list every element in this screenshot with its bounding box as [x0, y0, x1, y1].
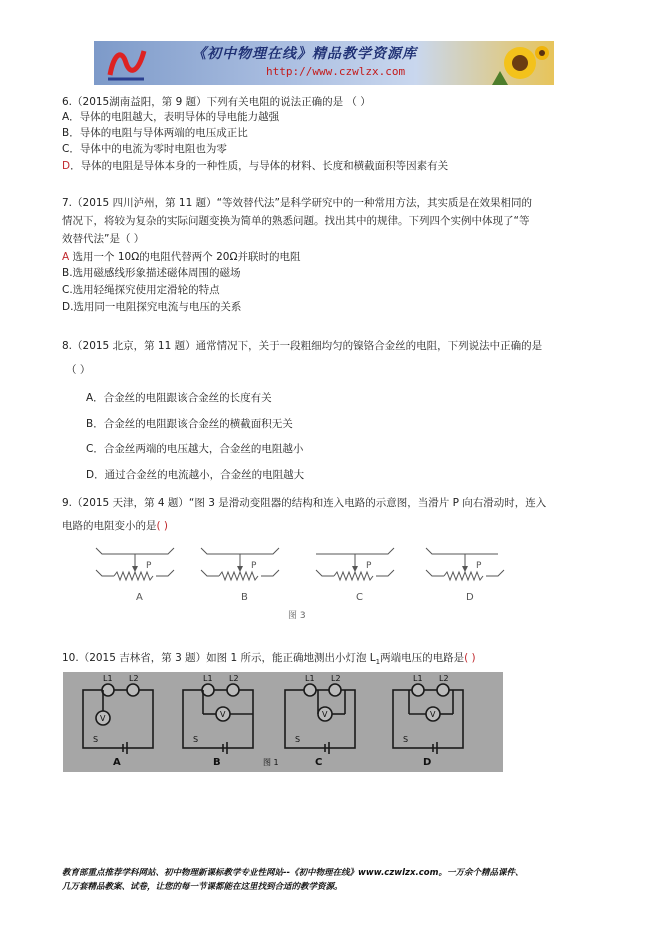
q10-circuit-figure	[63, 672, 503, 772]
q9-label-d: D	[466, 592, 474, 603]
header-banner	[94, 41, 554, 85]
lamp-l1-label-a: L1	[103, 674, 113, 683]
q9-rheostat-figure	[88, 540, 508, 622]
q10-stem-text: 10.（2015 吉林省，第 3 题）如图 1 所示，能正确地测出小灯泡 L	[62, 652, 376, 664]
lamp-l2-label-b: L2	[229, 674, 239, 683]
lamp-l2-label-d: L2	[439, 674, 449, 683]
q7-option-d: D.选用同一电阻探究电流与电压的关系	[62, 301, 242, 313]
rheostat-a	[96, 548, 174, 580]
switch-label-a: S	[93, 735, 99, 744]
q9-figure-caption: 图 3	[288, 611, 306, 621]
rheostat-c	[316, 548, 394, 580]
q6-option-d: D．导体的电阻是导体本身的一种性质，与导体的材料、长度和横截面积等因素有关	[62, 160, 449, 172]
footer-line1: 教育部重点推荐学科网站、初中物理新课标教学专业性网站--《初中物理在线》www.czwlzx.com。一万余个精品课件、	[62, 868, 524, 878]
q7-option-a: A 选用一个 10Ω的电阻代替两个 20Ω并联时的电阻	[62, 251, 301, 263]
q7-option-b: B.选用磁感线形象描述磁体周围的磁场	[62, 267, 241, 279]
banner-url[interactable]: http://www.czwlzx.com	[266, 65, 406, 78]
q9-answer-paren: ( )	[156, 520, 169, 532]
q10-circuit-photo	[63, 672, 503, 772]
voltmeter-label-b: V	[220, 710, 226, 719]
q10-label-a: A	[113, 757, 121, 768]
q10-answer-paren: ( )	[464, 652, 476, 664]
q8-stem-line1: 8.（2015 北京，第 11 题）通常情况下，关于一段粗细均匀的镍铬合金丝的电阻，下列说法中正确的是	[62, 340, 543, 352]
slider-label-d: P	[476, 561, 482, 571]
q6-option-a: A．导体的电阻越大，表明导体的导电能力越强	[62, 111, 280, 123]
slider-label-b: P	[251, 561, 257, 571]
q8-option-d: D．通过合金丝的电流越小，合金丝的电阻越大	[86, 469, 305, 481]
slider-label-c: P	[366, 561, 372, 571]
site-logo-icon	[104, 45, 148, 81]
q9-label-b: B	[241, 592, 248, 603]
q8-option-c: C．合金丝两端的电压越大，合金丝的电阻越小	[86, 443, 304, 455]
q6-stem: 6.（2015湖南益阳，第 9 题）下列有关电阻的说法正确的是 （ ）	[62, 96, 371, 108]
lamp-l1-label-d: L1	[413, 674, 423, 683]
voltmeter-label-d: V	[430, 710, 436, 719]
footer-line2: 几万套精品教案、试卷，让您的每一节课都能在这里找到合适的教学资源。	[62, 882, 343, 892]
q7-stem-line3: 效替代法”是（ ）	[62, 233, 145, 245]
q10-label-c: C	[315, 757, 323, 768]
q10-stem-sub: 1	[375, 658, 381, 667]
q10-label-d: D	[423, 757, 432, 768]
q6-option-c: C．导体中的电流为零时电阻也为零	[62, 143, 227, 155]
q10-stem-tail: 两端电压的电路是	[380, 652, 465, 664]
q7-option-c: C.选用轻绳探究使用定滑轮的特点	[62, 284, 220, 296]
q7-stem-line2: 情况下，将较为复杂的实际问题变换为简单的熟悉问题。找出其中的规律。下列四个实例中体现了“等	[62, 215, 530, 227]
q8-option-b: B．合金丝的电阻跟该合金丝的横截面积无关	[86, 418, 293, 430]
q10-figure-caption: 图 1	[263, 758, 279, 767]
switch-label-b: S	[193, 735, 199, 744]
lamp-l1-label-b: L1	[203, 674, 213, 683]
q9-label-c: C	[356, 592, 363, 603]
lamp-l1-label-c: L1	[305, 674, 315, 683]
lamp-l2-label-c: L2	[331, 674, 341, 683]
banner-title: 《初中物理在线》精品教学资源库	[192, 46, 417, 62]
q7-stem-line1: 7.（2015 四川泸州，第 11 题）“等效替代法”是科学研究中的一种常用方法，其实质是在效果相同的	[62, 197, 532, 209]
q9-stem-text: 电路的电阻变小的是	[62, 520, 157, 532]
voltmeter-label-a: V	[100, 714, 106, 723]
q9-stem-line2	[62, 519, 168, 533]
rheostat-b	[201, 548, 279, 580]
q10-stem	[62, 651, 476, 669]
q7-option-a-letter: A	[62, 251, 70, 263]
q9-label-a: A	[136, 592, 143, 603]
q10-label-b: B	[213, 757, 221, 768]
q8-option-a: A．合金丝的电阻跟该合金丝的长度有关	[86, 392, 272, 404]
q6-option-d-letter: D	[62, 160, 71, 172]
slider-label-a: P	[146, 561, 152, 571]
voltmeter-label-c: V	[322, 710, 328, 719]
q6-option-b: B．导体的电阻与导体两端的电压成正比	[62, 127, 248, 139]
lamp-l2-label-a: L2	[129, 674, 139, 683]
switch-label-d: S	[403, 735, 409, 744]
switch-label-c: S	[295, 735, 301, 744]
q9-stem-line1: 9.（2015 天津，第 4 题）“图 3 是滑动变阻器的结构和连入电路的示意图，当滑片 P 向右滑动时，连入	[62, 497, 547, 509]
q8-stem-line2: （ ）	[66, 364, 91, 376]
rheostat-d	[426, 548, 504, 580]
sunflower-icon	[480, 43, 550, 85]
